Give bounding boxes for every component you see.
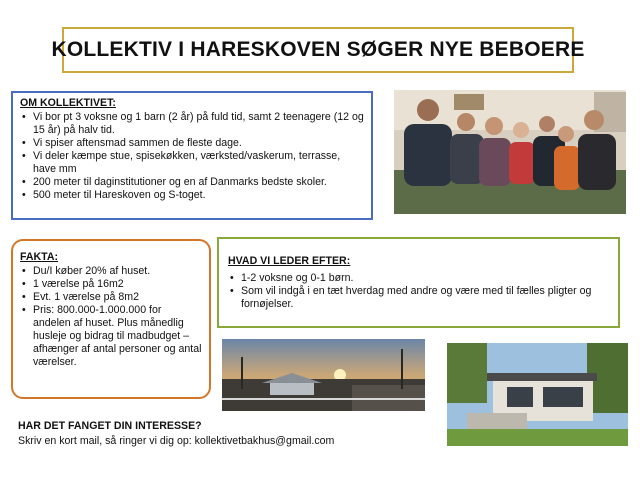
list-item: • 500 meter til Hareskoven og S-toget. xyxy=(20,189,364,202)
list-item: • Du/I køber 20% af huset. xyxy=(20,265,202,278)
sunset-photo xyxy=(222,339,425,411)
page-title: KOLLEKTIV I HARESKOVEN SØGER NYE BEBOERE xyxy=(51,38,585,61)
wanted-list xyxy=(228,272,611,311)
wanted-heading: HVAD VI LEDER EFTER: xyxy=(228,255,351,267)
list-item: • Vi bor pt 3 voksne og 1 barn (2 år) på fuld tid, samt 2 teenagere (12 og 15 år) på halv tid. xyxy=(20,111,364,137)
facts-heading: FAKTA: xyxy=(20,251,59,263)
contact-text: Skriv en kort mail, så ringer vi dig op: kollektivetbakhus@gmail.com xyxy=(18,435,335,447)
about-section xyxy=(11,91,373,220)
list-item: • 200 meter til daginstitutioner og en af Danmarks bedste skoler. xyxy=(20,176,364,189)
house-photo xyxy=(447,343,628,446)
list-item: • 1 værelse på 16m2 xyxy=(20,278,202,291)
list-item: • Vi spiser aftensmad sammen de fleste dage. xyxy=(20,137,364,150)
list-item: • Vi deler kæmpe stue, spisekøkken, værksted/vaskerum, terrasse, have mm xyxy=(20,150,364,176)
facts-section xyxy=(11,239,211,399)
contact-heading: HAR DET FANGET DIN INTERESSE? xyxy=(18,420,202,432)
contact-section xyxy=(18,419,334,449)
list-item: • Som vil indgå i en tæt hverdag med andre og være med til fælles pligter og fornøjelser. xyxy=(228,285,611,311)
wanted-section xyxy=(217,237,620,328)
group-photo xyxy=(394,90,626,214)
facts-list xyxy=(20,265,202,369)
title-banner xyxy=(51,27,585,73)
list-item: • Evt. 1 værelse på 8m2 xyxy=(20,291,202,304)
about-heading: OM KOLLEKTIVET: xyxy=(20,97,116,109)
list-item: • Pris: 800.000-1.000.000 for andelen af huset. Plus månedlig husleje og bidrag til madbudget – afhænger af antal personer og antal værelser. xyxy=(20,304,202,369)
about-list xyxy=(20,111,364,202)
list-item: • 1-2 voksne og 0-1 børn. xyxy=(228,272,611,285)
